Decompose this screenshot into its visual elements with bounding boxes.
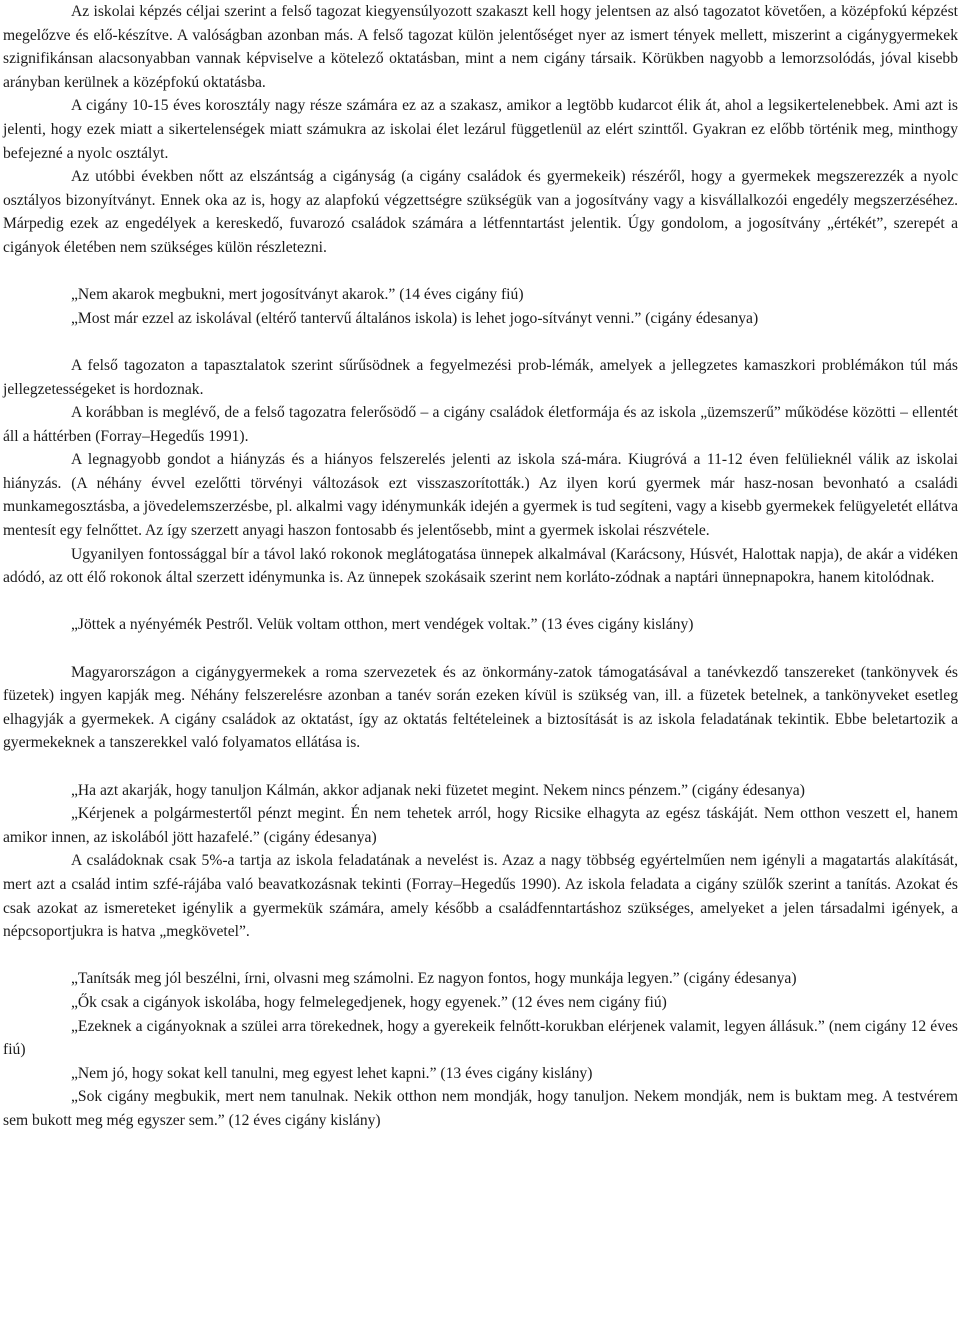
- quote-boy-14: „Nem akarok megbukni, mert jogosítványt akarok.” (14 éves cigány fiú): [71, 286, 524, 304]
- paragraph-upper-grade-goals: Az iskolai képzés céljai szerint a felső tagozat kiegyensúlyozott szakaszt kell hogy jelentsen az alsó tagozatot követően, a középfokú képzést megelőzve és elő-készítve. A valóságban azonban más. A felső tagozat külön jelentőséget nyer az ismert tények mellett, miszerint a cigánygyermekek szignifikánsan alacsonyabban vannak képviselve a kötelező oktatásban, mint a nem cigány társaik. Körükben nagyobb a lemorzsolódás, jóval kisebb arányban kerülnek a középfokú oktatásba.: [3, 3, 958, 91]
- paragraph-conflict: A korábban is meglévő, de a felső tagozatra felerősödő – a cigány családok életformája és az iskola „üzemszerű” működése közötti – ellentét áll a háttérben (Forray–Hegedűs 1991).: [3, 404, 958, 445]
- paragraph-relatives: Ugyanilyen fontossággal bír a távol lakó rokonok meglátogatása ünnepek alkalmával (Karácsony, Húsvét, Halottak napja), de akár a vidéken adódó, az ott élő rokonok által szerzett idénymunka is. Az ünnepek szokásaik szerint nem korláto-zódnak a naptári ünnepnapokra, hanem kitolódnak.: [3, 545, 958, 587]
- quote-girl-13-pest: „Jöttek a nyényémék Pestről. Velük voltam otthon, mert vendégek voltak.” (13 éves cigány kislány): [71, 616, 694, 634]
- paragraph-certificate: Az utóbbi években nőtt az elszántság a cigányság (a cigány családok és gyermekeik) részéről, hogy a gyermekek megszerezzék a nyolc osztályos bizonyítványt. Ennek oka az is, hogy az alapfokú végzettségre szükségük van a jogosítvány vagy a kisvállalkozói engedély megszerzéséhez. Márpedig ezek az engedélyek a kereskedő, fuvarozó családok számára a létfenntartást jelentik. Úgy gondolom, a jogosítvány „értékét”, szerepét a cigányok életében nem szükséges külön részletezni.: [3, 168, 958, 256]
- quote-mother-teaching: „Tanítsák meg jól beszélni, írni, olvasni meg számolni. Ez nagyon fontos, hogy munkája legyen.” (cigány édesanya): [71, 970, 797, 988]
- paragraph-school-supplies: Magyarországon a cigánygyermekek a roma szervezetek és az önkormány-zatok támogatásával a tanévkezdő tanszereket (tankönyvek és füzetek) ingyen kapják meg. Néhány felszerelésre azonban a tanév során ezeken kívül is szükség van, ill. a füzetek betelnek, a tankönyveket esetleg elhagyják a gyermekek. A cigány családok az oktatást, így az oktatás feltételeinek a biztosítását is az iskola feladatának tekintik. Ebbe beletartozik a gyermekeknek a tanszerekkel való folyamatos ellátása is.: [3, 663, 958, 752]
- quote-girl-12-fail: „Sok cigány megbukik, mert nem tanulnak. Nekik otthon nem mondják, hogy tanuljon. Nekem mondják, nem is buktam meg. A testvérem sem bukott meg még egyszer sem.” (12 éves cigány kislány): [3, 1088, 958, 1129]
- quote-girl-13-study: „Nem jó, hogy sokat kell tanulni, meg egyest lehet kapni.” (13 éves cigány kislány): [71, 1064, 593, 1082]
- paragraph-discipline: A felső tagozaton a tapasztalatok szerint sűrűsödnek a fegyelmezési prob-lémák, amelyek a jellegzetes kamaszkori problémákon túl más jellegzetességeket is hordoznak.: [3, 356, 958, 398]
- quote-boy-12-parents: „Ezeknek a cigányoknak a szülei arra törekednek, hogy a gyerekeik felnőtt-korukban elérjenek valamit, legyen állásuk.” (nem cigány 12 éves fiú): [3, 1017, 958, 1059]
- paragraph-absence: A legnagyobb gondot a hiányzás és a hiányos felszerelés jelenti az iskola szá-mára. Kiugróvá a 11-12 éven felülieknél válik az iskolai hiányzás. (A néhány évvel ezelőtti törvényi változások ezt visszaszorították.) Az ilyen korú gyermek már hasz-nosan bevonható a családi munkamegosztásba, a jövedelemszerzésbe, pl. alkalmi vagy idénymunkák idején a gyermek is tud segíteni, vagy a kisebb gyermekek felügyeletét ellátva mentesít egy felnőttet. Az így szerzett anyagi haszon fontosabb és jelentősebb, mint a gyermek iskolai részvétele.: [3, 451, 958, 540]
- paragraph-upbringing: A családoknak csak 5%-a tartja az iskola feladatának a nevelést is. Azaz a nagy többség egyértelműen nem igényli a magatartás alakítását, mert azt a család intim szfé-rájába való beavatkozásnak tekinti (Forray–Hegedűs 1990). Az iskola feladata a cigány szülők szerint a tanítás. Azokat és csak azokat az ismereteket igénylik a gyermekük számára, amely később a családfenntartáshoz szükséges, amelyeket a jelen társadalmi igények, a népcsoportjukra is hatva „megkövetel”.: [3, 852, 958, 941]
- quote-mother-bag: „Kérjenek a polgármestertől pénzt megint. Én nem tehetek arról, hogy Ricsike elhagyta az egész táskáját. Nem otthon veszett el, hanem amikor innen, az iskolából jött hazafelé.” (cigány édesanya): [3, 805, 958, 846]
- quote-boy-12-warm: „Ők csak a cigányok iskolába, hogy felmelegedjenek, hogy egyenek.” (12 éves nem cigány fiú): [71, 993, 667, 1011]
- paragraph-failures: A cigány 10-15 éves korosztály nagy része számára ez az a szakasz, amikor a legtöbb kudarcot élik át, ahol a legsikertelenebbek. Ami azt is jelenti, hogy ezek miatt a sikertelenségek miatt számukra az iskolai élet lezárul függetlenül az elért szinttől. Gyakran ez előbb történik meg, minthogy befejezné a nyolc osztályt.: [3, 97, 958, 162]
- quote-mother-notebook: „Ha azt akarják, hogy tanuljon Kálmán, akkor adjanak neki füzetet megint. Nekem nincs pénzem.” (cigány édesanya): [71, 781, 805, 799]
- quote-mother-license: „Most már ezzel az iskolával (eltérő tantervű általános iskola) is lehet jogo-sítványt venni.” (cigány édesanya): [71, 309, 759, 327]
